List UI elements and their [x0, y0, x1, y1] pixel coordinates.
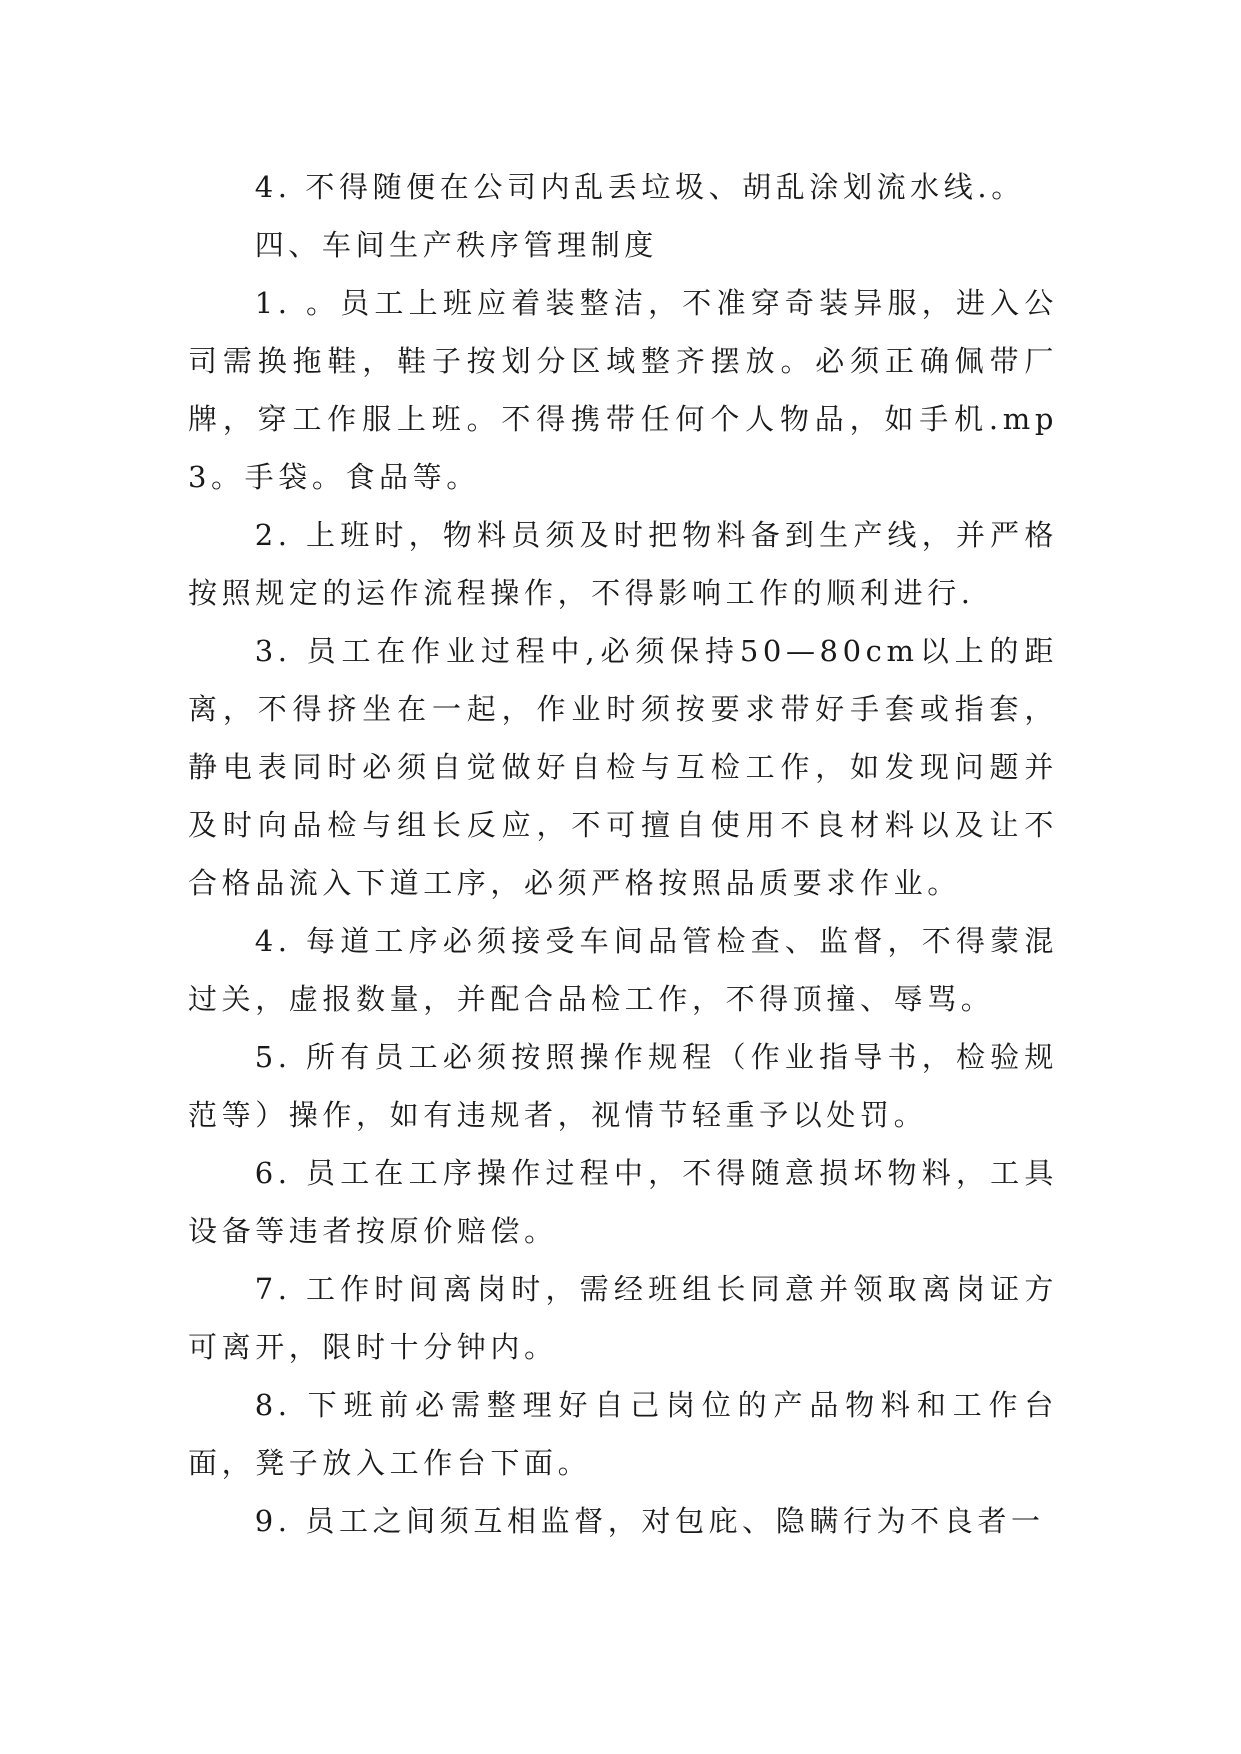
paragraph-rule-6-damage: 6. 员工在工序操作过程中，不得随意损坏物料，工具设备等违者按原价赔偿。	[188, 1156, 1058, 1248]
section-heading-workshop-order: 四、车间生产秩序管理制度	[254, 228, 658, 262]
paragraph-rule-3-operation: 3. 员工在作业过程中,必须保持50—80cm以上的距离，不得挤坐在一起，作业时须按要求带好手套或指套，静电表同时必须自觉做好自检与互检工作，如发现问题并及时向品检与组长反应，不可擅自使用不良材料以及让不合格品流入下道工序，必须严格按照品质要求作业。	[188, 634, 1058, 900]
document-body	[188, 158, 1058, 1550]
paragraph-rule-7-leave-post: 7. 工作时间离岗时，需经班组长同意并领取离岗证方可离开，限时十分钟内。	[188, 1272, 1058, 1364]
paragraph-rule-4-litter: 4. 不得随便在公司内乱丢垃圾、胡乱涂划流水线.。	[254, 170, 1025, 204]
paragraph-rule-9-supervision: 9. 员工之间须互相监督，对包庇、隐瞒行为不良者一	[254, 1504, 1045, 1538]
paragraph-rule-5-procedure: 5. 所有员工必须按照操作规程（作业指导书，检验规范等）操作，如有违规者，视情节轻重予以处罚。	[188, 1040, 1058, 1132]
paragraph-rule-1-dress: 1. 。员工上班应着装整洁，不准穿奇装异服，进入公司需换拖鞋，鞋子按划分区域整齐摆放。必须正确佩带厂牌，穿工作服上班。不得携带任何个人物品，如手机.mp3。手袋。食品等。	[188, 286, 1058, 494]
paragraph-rule-2-materials: 2. 上班时，物料员须及时把物料备到生产线，并严格按照规定的运作流程操作，不得影响工作的顺利进行.	[188, 518, 1058, 610]
paragraph-rule-4-inspection: 4. 每道工序必须接受车间品管检查、监督，不得蒙混过关，虚报数量，并配合品检工作，不得顶撞、辱骂。	[188, 924, 1058, 1016]
paragraph-rule-8-tidy: 8. 下班前必需整理好自己岗位的产品物料和工作台面，凳子放入工作台下面。	[188, 1388, 1058, 1480]
